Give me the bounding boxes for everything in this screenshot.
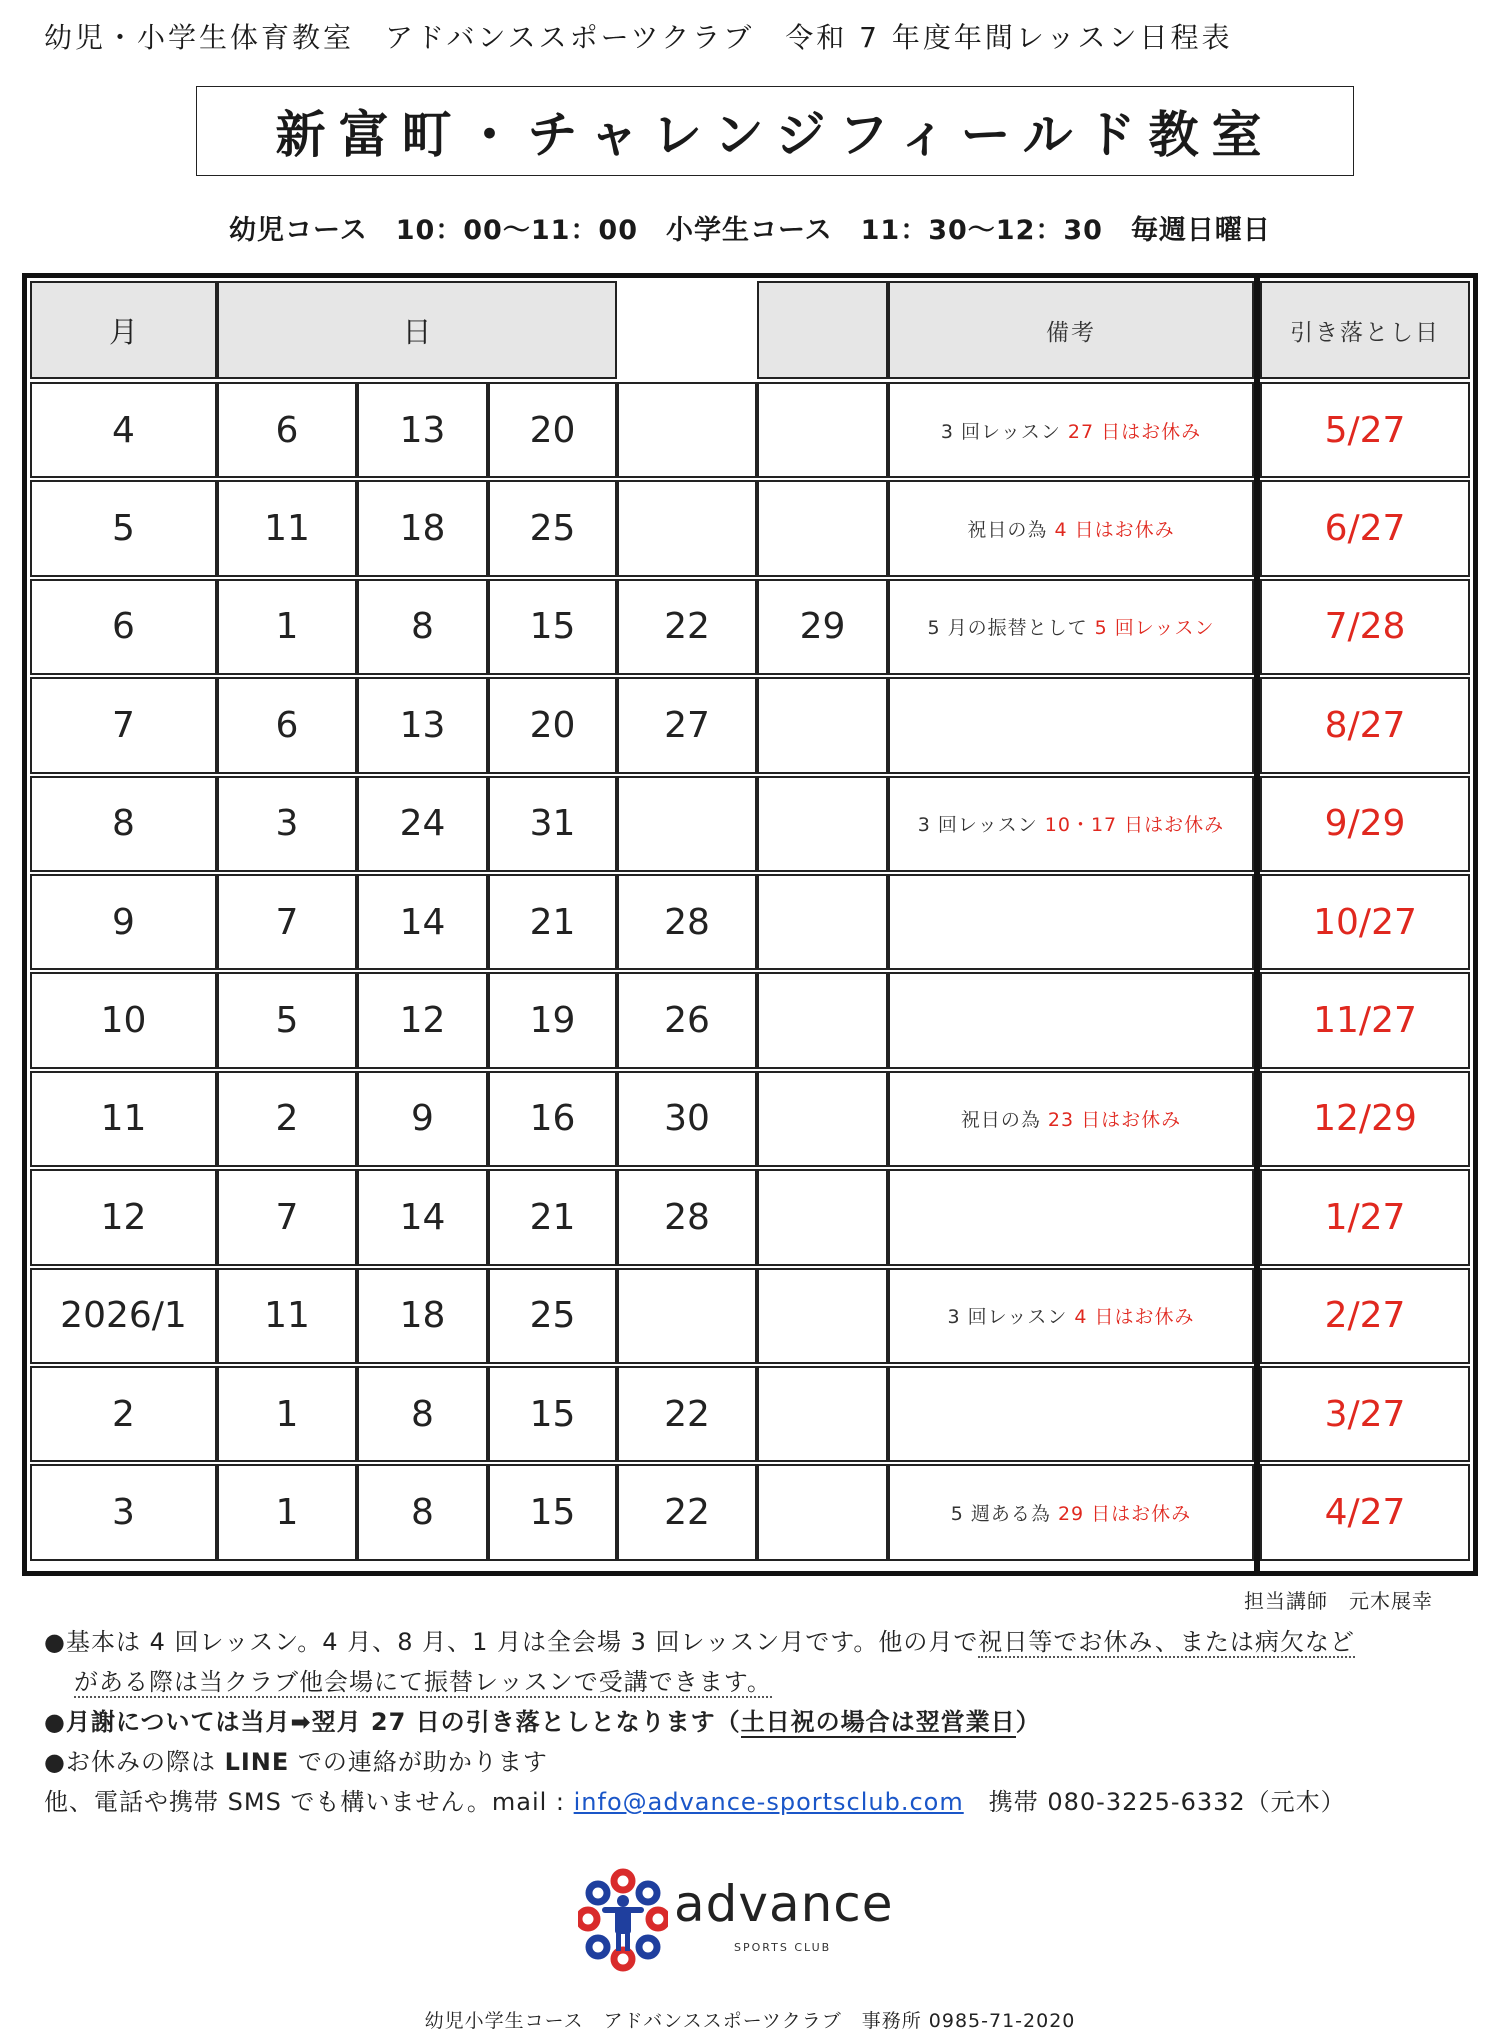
lesson-day: 29 xyxy=(799,606,846,648)
note-fee-text: ●月謝については当月➡翌月 27 日の引き落としとなります（ xyxy=(44,1708,741,1736)
row-10-d3-cell xyxy=(488,1268,617,1364)
header-days-cell xyxy=(217,281,617,379)
month-value: 10 xyxy=(100,1000,147,1042)
row-3-remark-cell xyxy=(888,579,1254,675)
row-12-debit-cell xyxy=(1260,1464,1470,1560)
remark-highlight: 10・17 日はお休み xyxy=(1044,814,1225,837)
logo-subtitle: SPORTS CLUB xyxy=(734,1941,832,1954)
row-6-remark-cell xyxy=(888,874,1254,970)
remark-highlight: 4 日はお休み xyxy=(1054,519,1175,542)
row-12-remark-cell xyxy=(888,1464,1254,1560)
lesson-day: 21 xyxy=(529,1196,576,1238)
debit-date: 8/27 xyxy=(1324,704,1406,746)
row-10-d2-cell xyxy=(357,1268,488,1364)
remark-prefix: 3 回レッスン xyxy=(917,814,1045,837)
row-10-remark-cell xyxy=(888,1268,1254,1364)
row-5-d4-cell xyxy=(617,776,757,872)
row-11-debit-cell xyxy=(1260,1366,1470,1462)
row-10-d4-cell xyxy=(617,1268,757,1364)
row-1-debit-cell xyxy=(1260,382,1470,478)
row-2-debit-cell xyxy=(1260,480,1470,576)
row-11-d4-cell xyxy=(617,1366,757,1462)
month-value: 4 xyxy=(112,409,135,451)
lesson-day: 6 xyxy=(275,409,299,451)
lesson-day: 25 xyxy=(529,508,576,550)
row-4-d4-cell xyxy=(617,677,757,773)
lesson-day: 19 xyxy=(529,1000,576,1042)
row-4-month-cell xyxy=(30,677,217,773)
venue-title-box xyxy=(196,86,1354,176)
lesson-day: 6 xyxy=(275,704,299,746)
lesson-day: 20 xyxy=(529,409,576,451)
lesson-day: 31 xyxy=(529,803,576,845)
remark-text xyxy=(927,613,1214,640)
header-blank-cell xyxy=(757,281,888,379)
row-9-debit-cell xyxy=(1260,1169,1470,1265)
note-fee-close: ） xyxy=(1015,1708,1041,1736)
lesson-day: 15 xyxy=(529,1492,576,1534)
remark-prefix: 5 週ある為 xyxy=(950,1503,1058,1526)
row-4-debit-cell xyxy=(1260,677,1470,773)
lesson-day: 13 xyxy=(399,704,446,746)
row-7-d4-cell xyxy=(617,972,757,1068)
lesson-day: 8 xyxy=(411,1492,434,1534)
row-6-month-cell xyxy=(30,874,217,970)
debit-date: 3/27 xyxy=(1324,1393,1406,1435)
row-3-d4-cell xyxy=(617,579,757,675)
row-3-month-cell xyxy=(30,579,217,675)
header-remarks-cell xyxy=(888,281,1254,379)
row-1-d2-cell xyxy=(357,382,488,478)
row-2-d2-cell xyxy=(357,480,488,576)
row-7-d5-cell xyxy=(757,972,888,1068)
row-2-d4-cell xyxy=(617,480,757,576)
row-8-d4-cell xyxy=(617,1071,757,1167)
debit-date: 4/27 xyxy=(1324,1492,1406,1534)
note-contact-text: ●お休みの際は xyxy=(44,1748,225,1776)
month-value: 2026/1 xyxy=(60,1295,187,1337)
lesson-day: 30 xyxy=(664,1098,710,1140)
lesson-day: 13 xyxy=(399,409,446,451)
advance-logo xyxy=(578,1867,898,1977)
lesson-day: 24 xyxy=(399,803,446,845)
lesson-day: 8 xyxy=(411,606,434,648)
debit-date: 2/27 xyxy=(1324,1295,1406,1337)
note-basic-cont xyxy=(44,1662,1464,1702)
row-10-d1-cell xyxy=(217,1268,357,1364)
lesson-day: 21 xyxy=(529,901,576,943)
row-2-remark-cell xyxy=(888,480,1254,576)
remark-prefix: 3 回レッスン xyxy=(940,420,1068,443)
row-1-d3-cell xyxy=(488,382,617,478)
month-value: 6 xyxy=(112,606,135,648)
teacher-name: 担当講師 元木展幸 xyxy=(1244,1589,1433,1613)
schedule-grid xyxy=(27,278,1473,1571)
lesson-day: 11 xyxy=(264,1295,310,1337)
row-4-remark-cell xyxy=(888,677,1254,773)
row-11-d2-cell xyxy=(357,1366,488,1462)
month-value: 12 xyxy=(100,1196,147,1238)
lesson-day: 1 xyxy=(275,1393,299,1435)
month-value: 2 xyxy=(112,1393,135,1435)
footer-office: 幼児小学生コース アドバンススポーツクラブ 事務所 0985-71-2020 xyxy=(424,2010,1076,2032)
row-1-remark-cell xyxy=(888,382,1254,478)
row-1-d1-cell xyxy=(217,382,357,478)
row-11-remark-cell xyxy=(888,1366,1254,1462)
row-8-month-cell xyxy=(30,1071,217,1167)
logo-word: advance xyxy=(674,1875,894,1933)
lesson-day: 3 xyxy=(275,803,299,845)
remark-text xyxy=(967,515,1174,542)
note-contact-text-2: での連絡が助かります xyxy=(289,1748,548,1776)
remark-prefix: 祝日の為 xyxy=(960,1109,1048,1132)
debit-date: 9/29 xyxy=(1324,803,1406,845)
row-7-month-cell xyxy=(30,972,217,1068)
row-3-d3-cell xyxy=(488,579,617,675)
row-9-d3-cell xyxy=(488,1169,617,1265)
note-mail-label: 他、電話や携帯 SMS でも構いません。mail : xyxy=(44,1788,574,1816)
row-5-d3-cell xyxy=(488,776,617,872)
lesson-day: 28 xyxy=(664,901,710,943)
row-7-remark-cell xyxy=(888,972,1254,1068)
lesson-day: 22 xyxy=(664,606,710,648)
row-8-d1-cell xyxy=(217,1071,357,1167)
document-header-line: 幼児・小学生体育教室 アドバンススポーツクラブ 令和 7 年度年間レッスン日程表 xyxy=(44,21,1233,54)
lesson-day: 28 xyxy=(664,1196,710,1238)
row-5-d1-cell xyxy=(217,776,357,872)
header-debit-cell xyxy=(1260,281,1470,379)
header-debit: 引き落とし日 xyxy=(1290,319,1440,346)
row-9-remark-cell xyxy=(888,1169,1254,1265)
row-8-d5-cell xyxy=(757,1071,888,1167)
row-1-d5-cell xyxy=(757,382,888,478)
lesson-day: 11 xyxy=(264,508,310,550)
row-12-d4-cell xyxy=(617,1464,757,1560)
row-9-d1-cell xyxy=(217,1169,357,1265)
debit-date: 5/27 xyxy=(1324,409,1406,451)
remark-prefix: 5 月の振替として xyxy=(927,617,1095,640)
row-7-d1-cell xyxy=(217,972,357,1068)
row-9-d5-cell xyxy=(757,1169,888,1265)
remark-highlight: 29 日はお休み xyxy=(1057,1503,1192,1526)
row-3-d5-cell xyxy=(757,579,888,675)
row-10-month-cell xyxy=(30,1268,217,1364)
debit-date: 1/27 xyxy=(1324,1196,1406,1238)
notes-section xyxy=(44,1622,1464,1822)
remark-highlight: 27 日はお休み xyxy=(1067,420,1202,443)
header-remarks: 備考 xyxy=(1046,319,1096,346)
row-9-d4-cell xyxy=(617,1169,757,1265)
lesson-day: 7 xyxy=(275,1196,299,1238)
month-value: 8 xyxy=(112,803,135,845)
note-basic-cont-text: がある際は当クラブ他会場にて振替レッスンで受講できます。 xyxy=(74,1668,772,1696)
lesson-day: 18 xyxy=(399,1295,446,1337)
lesson-day: 14 xyxy=(399,1196,446,1238)
remark-text xyxy=(918,810,1224,837)
row-12-d1-cell xyxy=(217,1464,357,1560)
row-10-d5-cell xyxy=(757,1268,888,1364)
debit-date: 6/27 xyxy=(1324,508,1406,550)
month-value: 5 xyxy=(112,508,135,550)
row-1-month-cell xyxy=(30,382,217,478)
row-1-d4-cell xyxy=(617,382,757,478)
row-7-debit-cell xyxy=(1260,972,1470,1068)
debit-date: 10/27 xyxy=(1313,901,1417,943)
remark-text xyxy=(941,417,1201,444)
header-days: 日 xyxy=(402,314,432,349)
row-9-d2-cell xyxy=(357,1169,488,1265)
lesson-day: 20 xyxy=(529,704,576,746)
note-basic-dotted: 祝日等でお休み、または病欠など xyxy=(978,1628,1355,1656)
row-11-d5-cell xyxy=(757,1366,888,1462)
row-10-debit-cell xyxy=(1260,1268,1470,1364)
logo-emblem-icon xyxy=(578,1867,668,1977)
row-9-month-cell xyxy=(30,1169,217,1265)
lesson-day: 27 xyxy=(664,704,710,746)
row-7-d2-cell xyxy=(357,972,488,1068)
remark-highlight: 5 回レッスン xyxy=(1094,617,1215,640)
row-2-d1-cell xyxy=(217,480,357,576)
row-6-d3-cell xyxy=(488,874,617,970)
debit-date: 12/29 xyxy=(1313,1098,1417,1140)
row-5-month-cell xyxy=(30,776,217,872)
month-value: 3 xyxy=(112,1492,135,1534)
remark-highlight: 23 日はお休み xyxy=(1047,1109,1182,1132)
row-8-remark-cell xyxy=(888,1071,1254,1167)
row-4-d2-cell xyxy=(357,677,488,773)
row-5-debit-cell xyxy=(1260,776,1470,872)
row-6-d4-cell xyxy=(617,874,757,970)
note-fee-underlined: 土日祝の場合は翌営業日 xyxy=(740,1708,1016,1736)
lesson-day: 12 xyxy=(399,1000,446,1042)
lesson-day: 22 xyxy=(664,1492,710,1534)
row-2-d5-cell xyxy=(757,480,888,576)
row-2-d3-cell xyxy=(488,480,617,576)
header-month: 月 xyxy=(108,314,138,349)
row-12-month-cell xyxy=(30,1464,217,1560)
lesson-day: 14 xyxy=(399,901,446,943)
month-value: 11 xyxy=(100,1098,147,1140)
row-3-debit-cell xyxy=(1260,579,1470,675)
row-6-d1-cell xyxy=(217,874,357,970)
lesson-day: 25 xyxy=(529,1295,576,1337)
row-8-debit-cell xyxy=(1260,1071,1470,1167)
lesson-day: 18 xyxy=(399,508,446,550)
lesson-day: 7 xyxy=(275,901,299,943)
remark-prefix: 祝日の為 xyxy=(967,519,1055,542)
row-4-d3-cell xyxy=(488,677,617,773)
row-2-month-cell xyxy=(30,480,217,576)
schedule-table xyxy=(22,273,1478,1576)
lesson-day: 15 xyxy=(529,1393,576,1435)
row-6-debit-cell xyxy=(1260,874,1470,970)
row-3-d1-cell xyxy=(217,579,357,675)
month-value: 7 xyxy=(112,704,135,746)
row-12-d3-cell xyxy=(488,1464,617,1560)
lesson-day: 15 xyxy=(529,606,576,648)
lesson-day: 1 xyxy=(275,1492,299,1534)
course-times: 幼児コース 10：00〜11：00 小学生コース 11：30〜12：30 毎週日曜日 xyxy=(229,215,1271,246)
row-11-d1-cell xyxy=(217,1366,357,1462)
header-month-cell xyxy=(30,281,217,379)
remark-text xyxy=(961,1105,1181,1132)
row-8-d3-cell xyxy=(488,1071,617,1167)
row-5-d5-cell xyxy=(757,776,888,872)
remark-text xyxy=(951,1499,1191,1526)
row-8-d2-cell xyxy=(357,1071,488,1167)
lesson-day: 2 xyxy=(275,1098,299,1140)
lesson-day: 5 xyxy=(275,1000,299,1042)
debit-date: 11/27 xyxy=(1313,1000,1417,1042)
row-12-d2-cell xyxy=(357,1464,488,1560)
lesson-day: 1 xyxy=(275,606,299,648)
row-6-d5-cell xyxy=(757,874,888,970)
row-12-d5-cell xyxy=(757,1464,888,1560)
note-contact xyxy=(44,1742,1464,1782)
lesson-day: 16 xyxy=(529,1098,576,1140)
lesson-day: 26 xyxy=(664,1000,710,1042)
note-phone: 携帯 080-3225-6332（元木） xyxy=(963,1788,1346,1816)
row-3-d2-cell xyxy=(357,579,488,675)
remark-text xyxy=(947,1302,1194,1329)
remark-highlight: 4 日はお休み xyxy=(1074,1306,1195,1329)
lesson-day: 22 xyxy=(664,1393,710,1435)
row-7-d3-cell xyxy=(488,972,617,1068)
lesson-day: 9 xyxy=(411,1098,434,1140)
note-basic xyxy=(44,1622,1464,1662)
email-link[interactable]: info@advance-sportsclub.com xyxy=(573,1788,964,1816)
row-5-d2-cell xyxy=(357,776,488,872)
row-4-d1-cell xyxy=(217,677,357,773)
lesson-day: 8 xyxy=(411,1393,434,1435)
row-5-remark-cell xyxy=(888,776,1254,872)
row-11-d3-cell xyxy=(488,1366,617,1462)
note-contact-line: LINE xyxy=(224,1748,290,1776)
note-other-contact xyxy=(44,1782,1464,1822)
debit-date: 7/28 xyxy=(1324,606,1406,648)
row-11-month-cell xyxy=(30,1366,217,1462)
row-4-d5-cell xyxy=(757,677,888,773)
note-fee xyxy=(44,1702,1464,1742)
venue-title: 新富町・チャレンジフィールド教室 xyxy=(275,106,1275,164)
remark-prefix: 3 回レッスン xyxy=(947,1306,1075,1329)
row-6-d2-cell xyxy=(357,874,488,970)
note-basic-text: ●基本は 4 回レッスン。4 月、8 月、1 月は全会場 3 回レッスン月です。他の月で xyxy=(44,1628,979,1656)
month-value: 9 xyxy=(112,901,135,943)
